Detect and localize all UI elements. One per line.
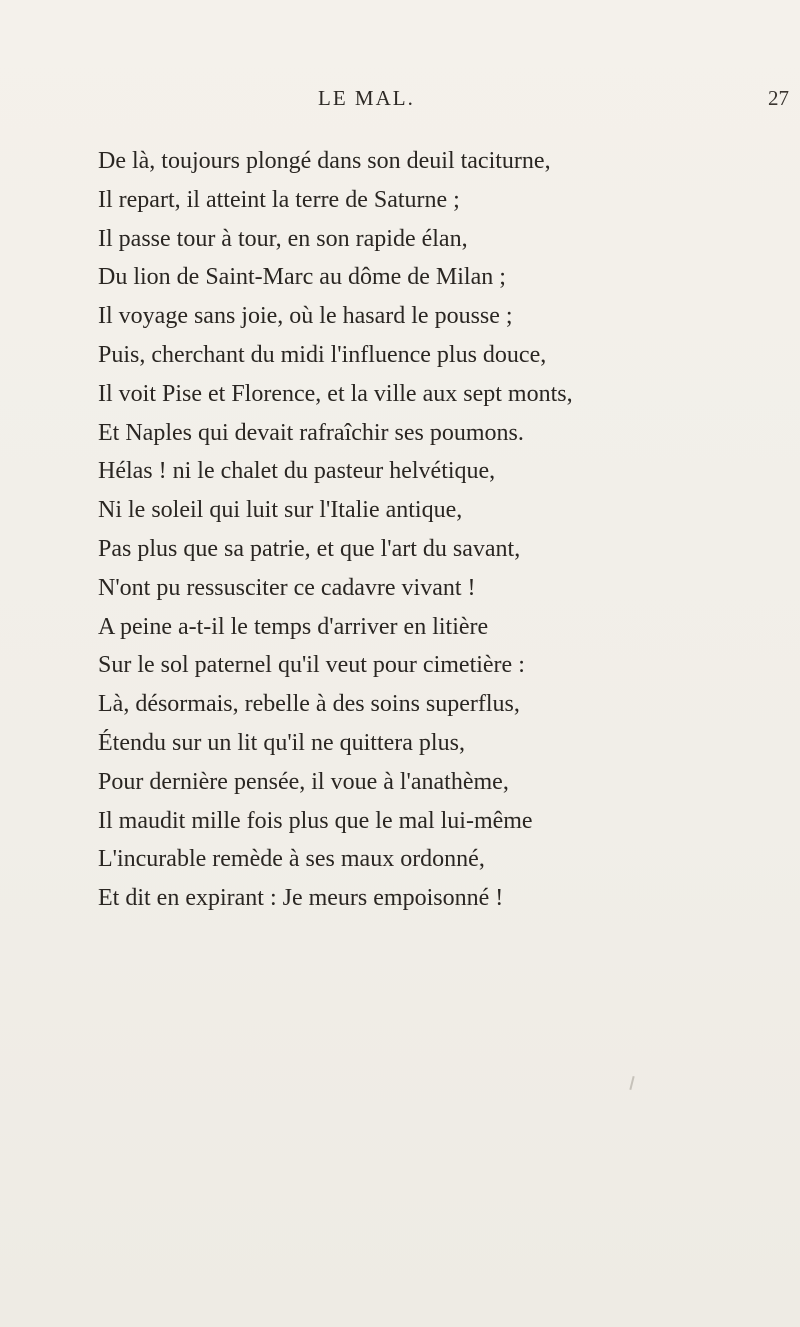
verse-line: De là, toujours plongé dans son deuil taciturne, <box>98 148 551 174</box>
page-number: 27 <box>768 86 789 110</box>
verse-line: Il voyage sans joie, où le hasard le pousse ; <box>98 303 513 330</box>
verse-line: Étendu sur un lit qu'il ne quittera plus, <box>98 729 465 756</box>
verse-line: Là, désormais, rebelle à des soins superflus, <box>98 691 520 718</box>
verse-line: Du lion de Saint-Marc au dôme de Milan ; <box>98 264 506 291</box>
running-head <box>0 86 800 116</box>
verse-line: Il repart, il atteint la terre de Saturne ; <box>98 186 460 213</box>
verse-line: Pour dernière pensée, il voue à l'anathème, <box>98 768 509 795</box>
verse-line: Pas plus que sa patrie, et que l'art du savant, <box>98 535 521 562</box>
verse-line: Sur le sol paternel qu'il veut pour cimetière : <box>98 652 525 679</box>
verse-line: Puis, cherchant du midi l'influence plus douce, <box>98 341 547 368</box>
verse-line: Et dit en expirant : Je meurs empoisonné ! <box>98 885 504 912</box>
verse-line: L'incurable remède à ses maux ordonné, <box>98 846 485 873</box>
running-title: LE MAL. <box>318 86 415 110</box>
poem-text <box>98 142 788 918</box>
verse-line: Hélas ! ni le chalet du pasteur helvétique, <box>98 458 496 485</box>
verse-line: Il voit Pise et Florence, et la ville aux sept monts, <box>98 380 573 407</box>
verse-line: Et Naples qui devait rafraîchir ses poumons. <box>98 419 524 446</box>
paper-blemish <box>629 1076 634 1090</box>
verse-line: Ni le soleil qui luit sur l'Italie antique, <box>98 497 463 524</box>
verse-line: Il passe tour à tour, en son rapide élan, <box>98 225 468 252</box>
verse-line: Il maudit mille fois plus que le mal lui-même <box>98 807 533 834</box>
verse-line: A peine a-t-il le temps d'arriver en litière <box>98 613 489 640</box>
verse-line: N'ont pu ressusciter ce cadavre vivant ! <box>98 574 476 601</box>
